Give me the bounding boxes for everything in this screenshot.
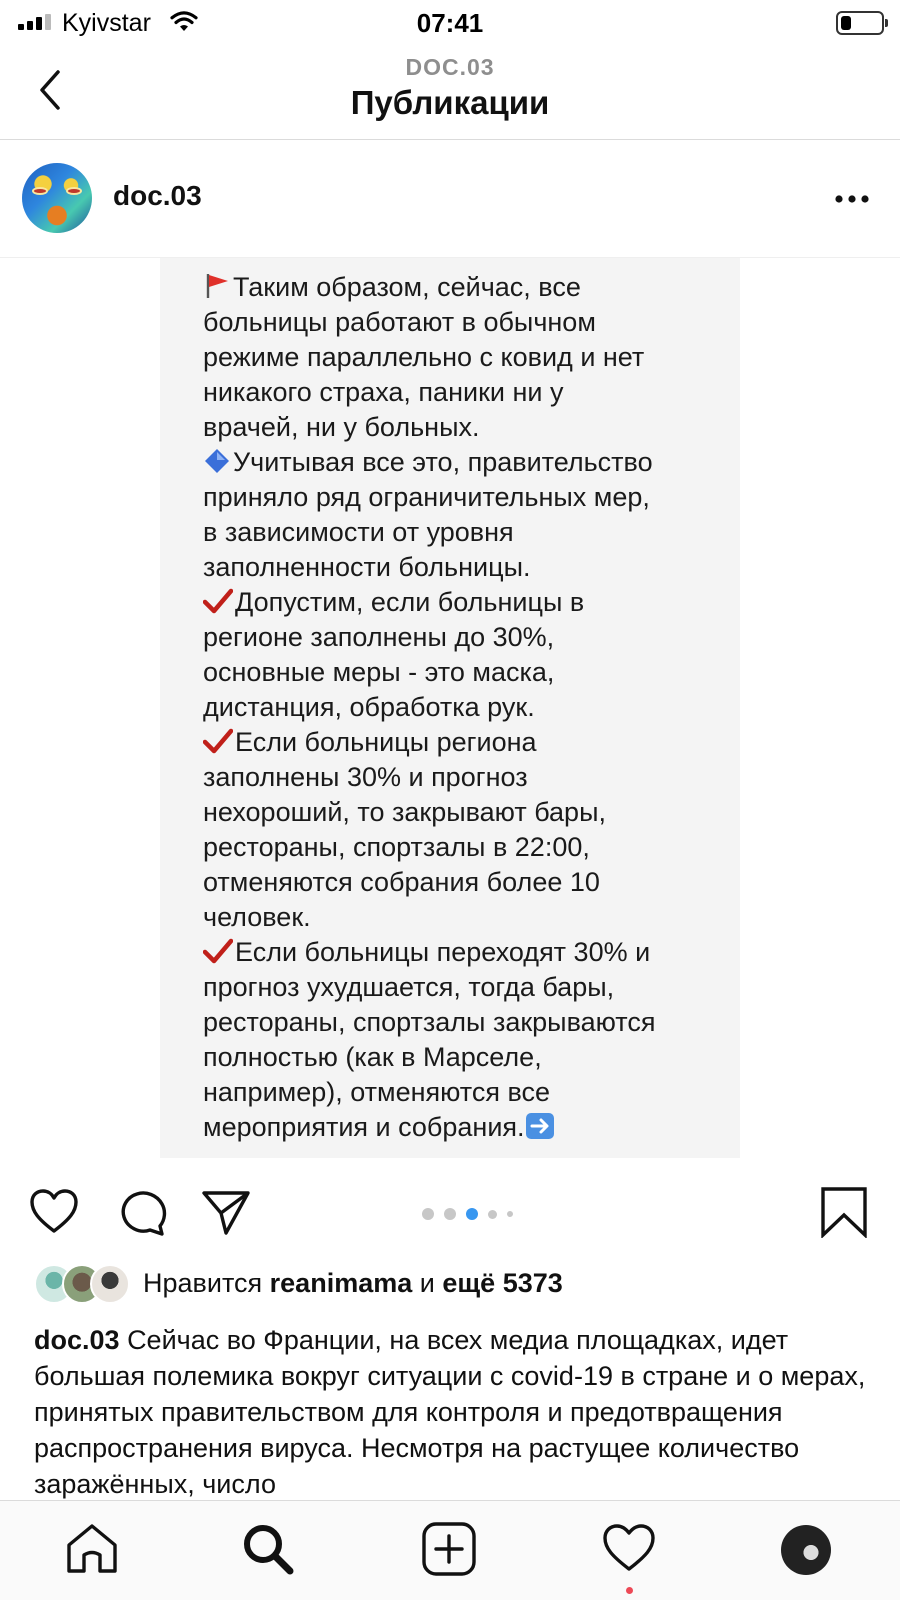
author-username[interactable]: doc.03: [113, 180, 202, 211]
activity-icon[interactable]: [601, 1521, 657, 1577]
check-mark-icon: [203, 937, 235, 967]
new-post-icon[interactable]: [421, 1521, 477, 1577]
likes-joiner: и: [419, 1268, 435, 1298]
carousel-dot: [444, 1208, 456, 1220]
clock: 07:41: [416, 8, 484, 38]
author-avatar[interactable]: [22, 163, 92, 233]
carousel-dot-active: [466, 1208, 478, 1220]
blue-diamond-icon: [203, 447, 233, 477]
bookmark-icon[interactable]: [820, 1186, 868, 1238]
bottom-tab-bar: [0, 1500, 900, 1600]
red-flag-icon: [203, 272, 233, 302]
liker-username[interactable]: reanimama: [269, 1268, 413, 1298]
carrier-name: Kyivstar: [62, 9, 151, 37]
battery-level: [841, 16, 851, 30]
caption-text: Сейчас во Франции, на всех медиа площадках, идет большая полемика вокруг ситуации с covid-19 в стране и о мерах, принятых правительством для контроля и предотвращения распространения вируса. Несмотря на растущее количество заражённых, число: [34, 1325, 866, 1499]
carousel-dot: [488, 1210, 497, 1219]
more-options-icon[interactable]: [834, 194, 870, 204]
profile-avatar[interactable]: [781, 1525, 831, 1575]
home-icon[interactable]: [64, 1521, 120, 1577]
likes-count[interactable]: ещё 5373: [442, 1268, 563, 1298]
post-caption: [34, 1322, 874, 1502]
likes-row[interactable]: [0, 1254, 900, 1314]
image-text-paragraph: Учитывая все это, правительство приняло ряд ограничительных мер, в зависимости от уровня заполненности больницы.: [203, 447, 653, 582]
image-text-body: [203, 270, 743, 1145]
right-arrow-icon: [525, 1112, 557, 1142]
check-mark-icon: [203, 727, 235, 757]
carousel-dot: [422, 1208, 434, 1220]
image-text-paragraph: Если больницы региона заполнены 30% и прогноз нехороший, то закрывают бары, рестораны, спортзалы в 22:00, отменяются собрания более 10 человек.: [203, 727, 606, 932]
carousel-dot: [507, 1211, 513, 1217]
check-mark-icon: [203, 587, 235, 617]
activity-notification-dot: [626, 1587, 633, 1594]
avatar-eye-left: [32, 187, 48, 195]
likes-prefix: Нравится: [143, 1268, 263, 1298]
post-header: [0, 140, 900, 258]
like-heart-icon[interactable]: [28, 1186, 80, 1238]
post-actions: [0, 1158, 900, 1254]
battery-icon: [836, 11, 884, 35]
account-subtitle: DOC.03: [405, 54, 495, 80]
search-icon[interactable]: [240, 1521, 296, 1577]
image-text-paragraph: Таким образом, сейчас, все больницы работают в обычном режиме параллельно с ковид и нет никакого страха, паники ни у врачей, ни у больных.: [203, 272, 645, 442]
status-bar: [0, 0, 900, 48]
likes-summary: [143, 1268, 563, 1299]
page-title: Публикации: [350, 84, 550, 121]
post-image[interactable]: [0, 258, 900, 1158]
liker-avatar: [90, 1264, 130, 1304]
avatar-eye-right: [66, 187, 82, 195]
caption-username[interactable]: doc.03: [34, 1325, 120, 1355]
navigation-header: [0, 48, 900, 140]
image-text-paragraph: Если больницы переходят 30% и прогноз ухудшается, тогда бары, рестораны, спортзалы закрываются полностью (как в Марселе, например), отменяются все мероприятия и собрания.: [203, 937, 656, 1142]
image-text-paragraph: Допустим, если больницы в регионе заполнены до 30%, основные меры - это маска, дистанция, обработка рук.: [203, 587, 585, 722]
liker-avatars: [34, 1264, 132, 1304]
comment-icon[interactable]: [116, 1186, 168, 1238]
image-text-card: [160, 258, 740, 1158]
share-send-icon[interactable]: [200, 1186, 252, 1238]
